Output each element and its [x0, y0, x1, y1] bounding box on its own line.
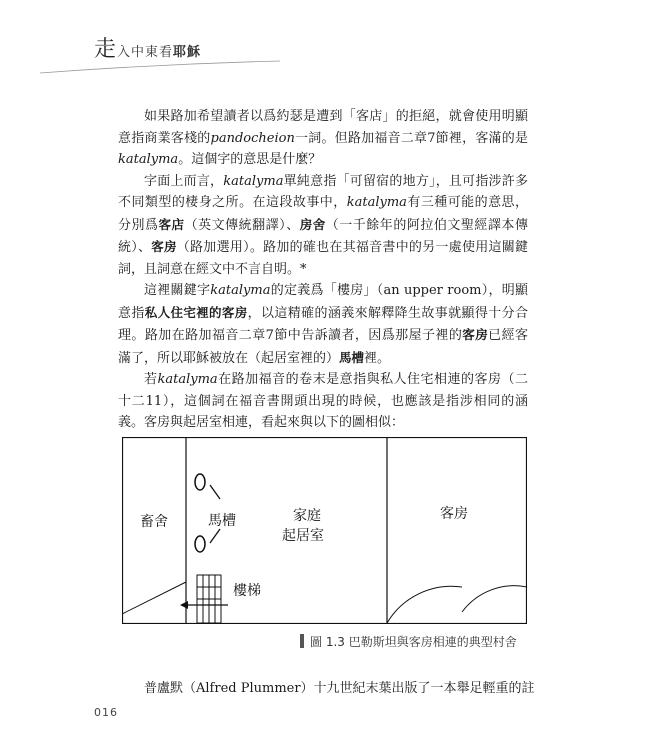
p3-term: katalyma [210, 283, 271, 298]
p4-text-b: 在路加福音的卷末是意指與私人住宅相連的客房（二十二11），這個詞在福音書開頭出現的時候，也應該是指涉相同的涵義。客房與起居室相連，看起來與以下的圖相似： [118, 372, 528, 430]
p3-bold-guestroom: 客房 [462, 327, 489, 342]
paragraph-4 [118, 369, 528, 434]
p3-text-b: 的定義爲「樓房」（an upper room），明顯意指 [118, 283, 528, 321]
p1-text-c: 。這個字的意思是什麼？ [178, 152, 322, 167]
p4-term: katalyma [157, 372, 218, 387]
caption-text: 圖 1.3 巴勒斯坦與客房相連的典型村舍 [310, 635, 517, 649]
running-header [0, 0, 650, 80]
label-guest-room: 客房 [440, 506, 468, 522]
p2-text-c: 有三種可能的意思，分別爲 [118, 195, 528, 233]
p2-text-f: （路加選用）。路加的確也在其福音書中的另一處使用這關鍵詞，且詞意在經文中不言自明。* [118, 240, 528, 277]
pen-slope-line [122, 582, 186, 614]
p2-text-d: （英文傳統翻譯）、 [184, 217, 300, 233]
house-floor-plan [122, 437, 527, 624]
p2-term: katalyma [223, 173, 284, 189]
manger-trough-icon-top [195, 474, 205, 490]
header-decor-line [40, 60, 280, 74]
p2-term2: katalyma [346, 195, 407, 210]
p1-text-a: 如果路加希望讀者以爲約瑟是遭到「客店」的拒絕，就會使用明顯意指商業客棧的 [118, 109, 528, 146]
house-outline [123, 438, 527, 624]
p3-text-e: 裡。 [364, 350, 391, 366]
p1-term: pandocheion [210, 130, 295, 146]
figure-caption [300, 633, 517, 650]
guest-room-door-arc [387, 586, 462, 623]
page-number: 016 [94, 706, 118, 719]
paragraph-2 [118, 171, 528, 281]
paragraph-3 [118, 280, 528, 369]
p2-bold-guestroom: 客房 [151, 239, 177, 254]
book-title-name: 耶穌 [173, 45, 202, 60]
manger-stroke-top [210, 485, 220, 499]
label-family-room-1: 家庭 [293, 508, 321, 524]
book-title-rest: 入中東看 [117, 45, 174, 60]
p2-bold-house: 房舍 [299, 216, 326, 232]
p2-text-a: 字面上而言， [144, 173, 224, 189]
label-manger: 馬槽 [208, 513, 236, 529]
p2-bold-inn: 客店 [158, 216, 185, 232]
p3-text-c: ，以這精確的涵義來解釋降生故事就顯得十分合理。路加在路加福音二章7節中告訴讀者，因爲那屋子裡的 [118, 305, 528, 343]
label-animal-pen: 畜舍 [140, 514, 168, 530]
p2-text-b: 單純意指「可留宿的地方」，且可指涉許多不同類型的棲身之所。在這段故事中， [118, 173, 528, 210]
p1-text-b: 一詞。但路加福音二章7節裡，客滿的是 [294, 130, 528, 146]
p1-term2: katalyma [118, 152, 179, 167]
floor-plan-drawing [122, 437, 527, 624]
p4-text-a: 若 [144, 372, 158, 387]
p3-text-a: 這裡關鍵字 [144, 283, 211, 298]
p2-text-e: （一千餘年的阿拉伯文聖經譯本傳統）、 [118, 217, 528, 255]
p3-bold-manger: 馬槽 [339, 349, 365, 365]
guest-room-door-arc-2 [462, 586, 527, 612]
p3-bold-private-guestroom: 私人住宅裡的客房 [144, 304, 248, 320]
body-text [118, 106, 528, 434]
label-family-room-2: 起居室 [282, 528, 324, 544]
paragraph-5-start: 普盧默（Alfred Plummer）十九世紀末葉出版了一本舉足輕重的註 [144, 681, 535, 696]
stairs-icon [197, 575, 221, 623]
label-stairs: 樓梯 [233, 583, 261, 599]
manger-trough-icon-bottom [195, 536, 205, 552]
book-title-first-char: 走 [94, 37, 118, 62]
p3-text-d: 已經客滿了，所以耶穌被放在（起居室裡的） [118, 328, 528, 366]
caption-bar-icon [300, 634, 304, 648]
manger-stroke-bottom [210, 529, 220, 543]
book-title [94, 32, 201, 63]
paragraph-1 [118, 106, 528, 171]
